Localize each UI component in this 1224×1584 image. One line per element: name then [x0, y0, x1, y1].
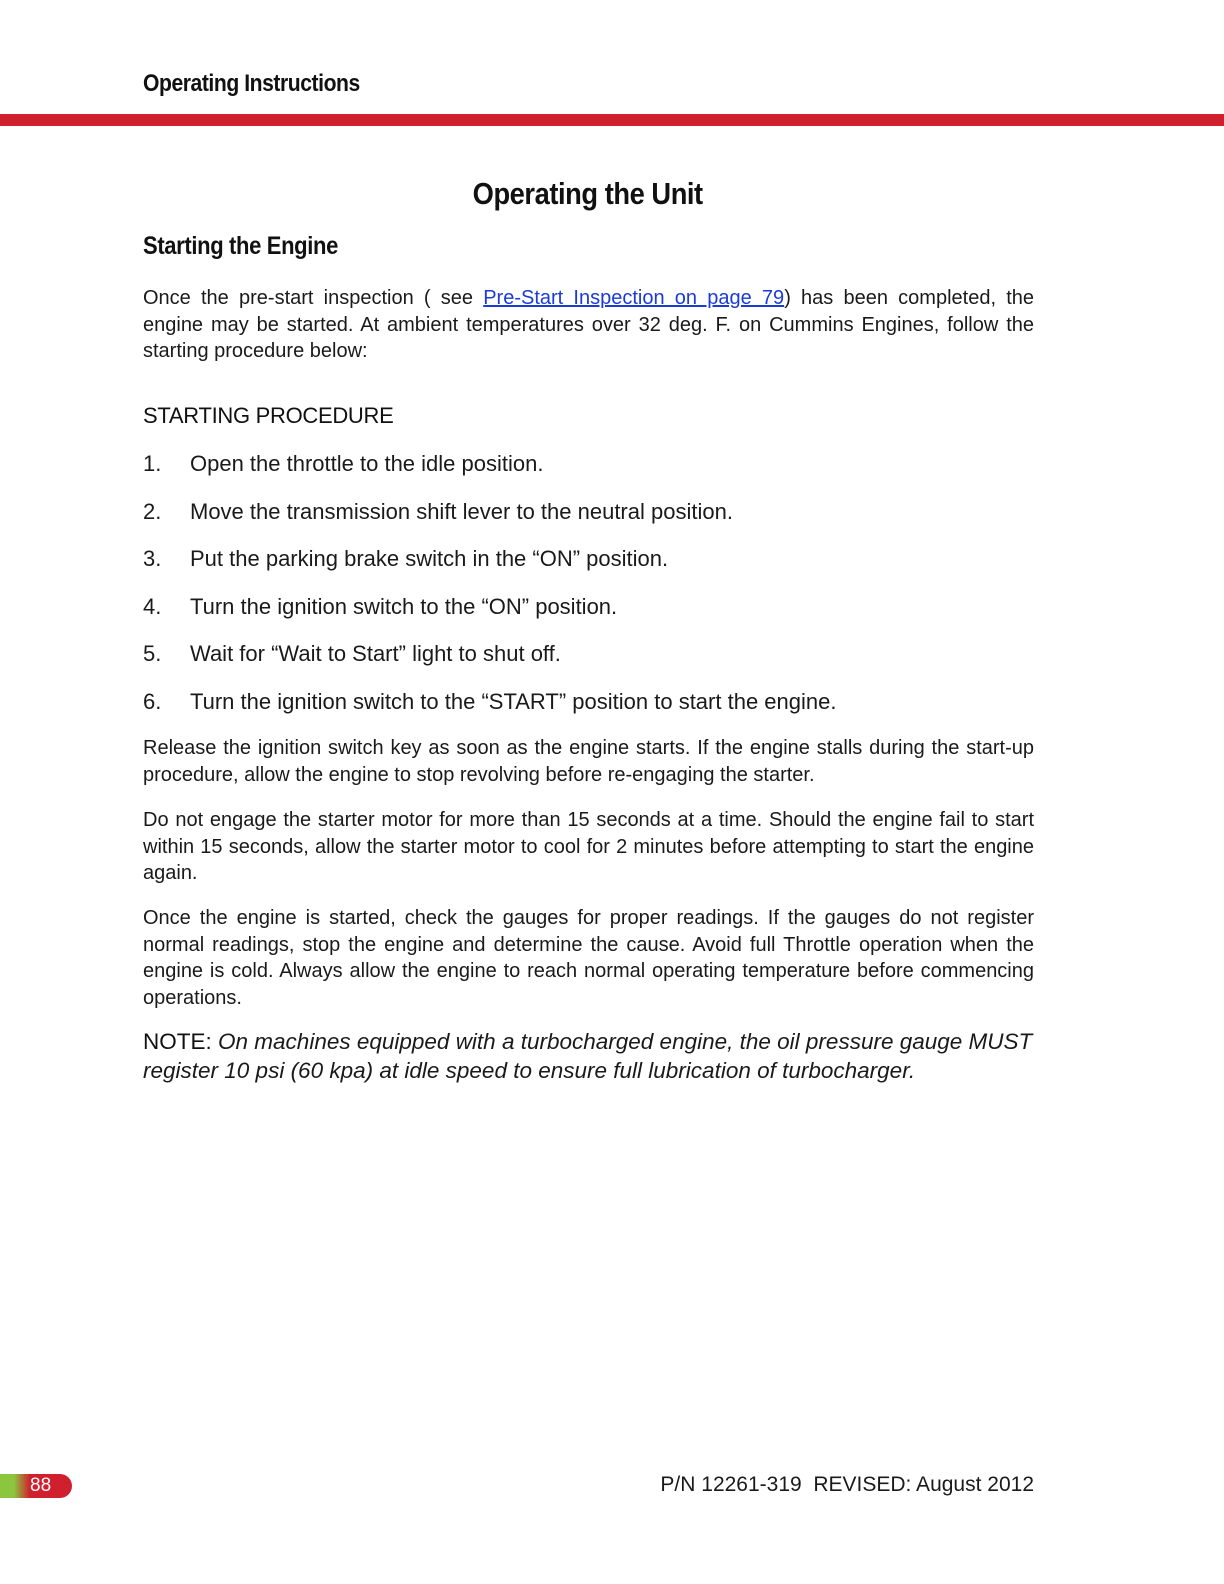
procedure-heading: STARTING PROCEDURE — [143, 403, 394, 428]
procedure-steps-list — [143, 450, 1043, 735]
step-text: Turn the ignition switch to the “ON” position. — [190, 593, 618, 619]
header-rule — [0, 114, 1224, 126]
turbo-note — [143, 1028, 1043, 1085]
intro-paragraph — [143, 285, 1034, 365]
procedure-step — [143, 640, 1043, 688]
step-number: 1. — [143, 451, 162, 476]
note-text: On machines equipped with a turbocharged engine, the oil pressure gauge MUST register 10 psi (60 kpa) at idle speed to ensure full lubrication of turbocharger. — [143, 1029, 1033, 1083]
page-number-badge: 88 — [0, 1474, 72, 1498]
note-label: NOTE: — [143, 1029, 212, 1054]
step-number: 4. — [143, 593, 162, 619]
step-number: 2. — [143, 498, 162, 524]
procedure-step — [143, 688, 1043, 736]
procedure-step — [143, 450, 1043, 498]
step-text: Open the throttle to the idle position. — [190, 451, 544, 476]
running-header-title: Operating Instructions — [143, 70, 360, 97]
step-number: 3. — [143, 546, 162, 571]
ignition-release-paragraph: Release the ignition switch key as soon as the engine starts. If the engine stalls during the start-up procedure, allow the engine to stop revolving before re-engaging the starter. — [143, 737, 1034, 786]
intro-text-before-link: Once the pre-start inspection ( see — [143, 287, 484, 309]
step-number: 5. — [143, 641, 162, 666]
step-number: 6. — [143, 688, 162, 714]
procedure-step — [143, 545, 1043, 593]
page-title — [0, 176, 1176, 212]
step-text: Wait for “Wait to Start” light to shut off. — [190, 641, 561, 666]
page-title-text: Operating the Unit — [472, 176, 704, 211]
procedure-step — [143, 593, 1043, 641]
step-text: Put the parking brake switch in the “ON” position. — [190, 546, 669, 571]
footer-part-number: P/N 12261-319 REVISED: August 2012 — [660, 1473, 1034, 1496]
section-heading: Starting the Engine — [143, 232, 338, 260]
pre-start-inspection-link[interactable]: Pre-Start Inspection on page 79 — [483, 287, 785, 309]
step-text: Turn the ignition switch to the “START” position to start the engine. — [190, 688, 837, 714]
gauges-paragraph: Once the engine is started, check the gauges for proper readings. If the gauges do not register normal readings, stop the engine and determine the cause. Avoid full Throttle operation when the engine is cold. Always allow the engine to reach normal operating temperature before commencing operations. — [143, 907, 1034, 1009]
intro-text-after-link: ) has been completed, the engine may be started. At ambient temperatures over 32 deg. F. on Cummins Engines, follow the starting procedure below: — [143, 287, 1035, 362]
step-text: Move the transmission shift lever to the neutral position. — [190, 498, 733, 524]
procedure-step — [143, 498, 1043, 546]
starter-motor-paragraph: Do not engage the starter motor for more than 15 seconds at a time. Should the engine fail to start within 15 seconds, allow the starter motor to cool for 2 minutes before attempting to start the engine again. — [143, 809, 1034, 884]
